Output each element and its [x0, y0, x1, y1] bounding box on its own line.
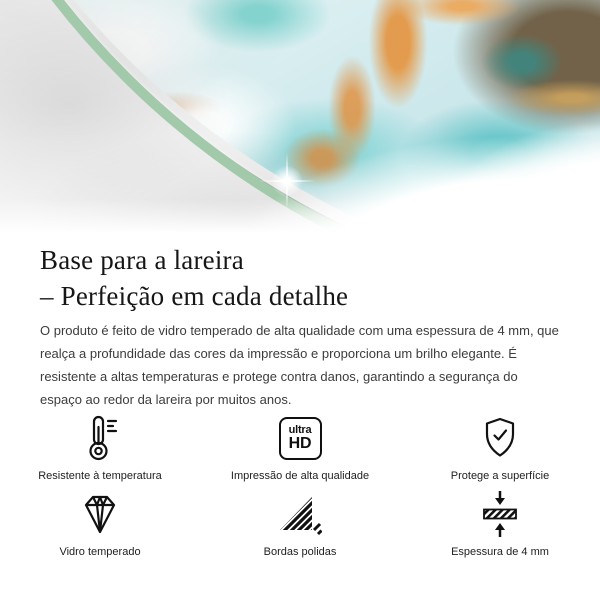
diamond-icon — [78, 490, 122, 538]
feature-label: Vidro temperado — [59, 546, 141, 558]
features-grid — [0, 414, 600, 558]
product-description: O produto é feito de vidro temperado de alta qualidade com uma espessura de 4 mm, que realça a profundidade das cores da impressão e proporciona um brilho elegante. É resistente a altas temperaturas e protege contra danos, garantindo a segurança do espaço ao redor da lareira por muitos anos. — [40, 323, 559, 407]
ultra-hd-icon-text-bottom: HD — [288, 435, 312, 452]
feature-temperature — [0, 414, 200, 482]
product-photo — [0, 0, 600, 232]
page-title-line2: – Perfeição em cada detalhe — [40, 281, 349, 311]
feature-polished-edges — [200, 490, 400, 558]
shield-check-icon — [478, 414, 522, 462]
feature-label: Impressão de alta qualidade — [230, 470, 370, 482]
feature-label: Espessura de 4 mm — [451, 546, 549, 558]
feature-label: Resistente à temperatura — [38, 470, 162, 482]
feature-print-quality — [200, 414, 400, 482]
ultra-hd-icon — [279, 414, 322, 462]
thickness-icon — [478, 490, 522, 538]
thermometer-icon — [78, 414, 122, 462]
feature-tempered-glass — [0, 490, 200, 558]
ultra-hd-icon-text-top: ultra — [288, 424, 312, 436]
feature-label: Bordas polidas — [263, 546, 337, 558]
feature-label: Protege a superfície — [450, 470, 550, 482]
page-title-line1: Base para a lareira — [40, 245, 244, 275]
feature-surface-protection — [400, 414, 600, 482]
content-section — [0, 232, 600, 411]
polished-edges-icon — [278, 490, 322, 538]
sparkle-icon — [259, 153, 315, 209]
feature-thickness — [400, 490, 600, 558]
